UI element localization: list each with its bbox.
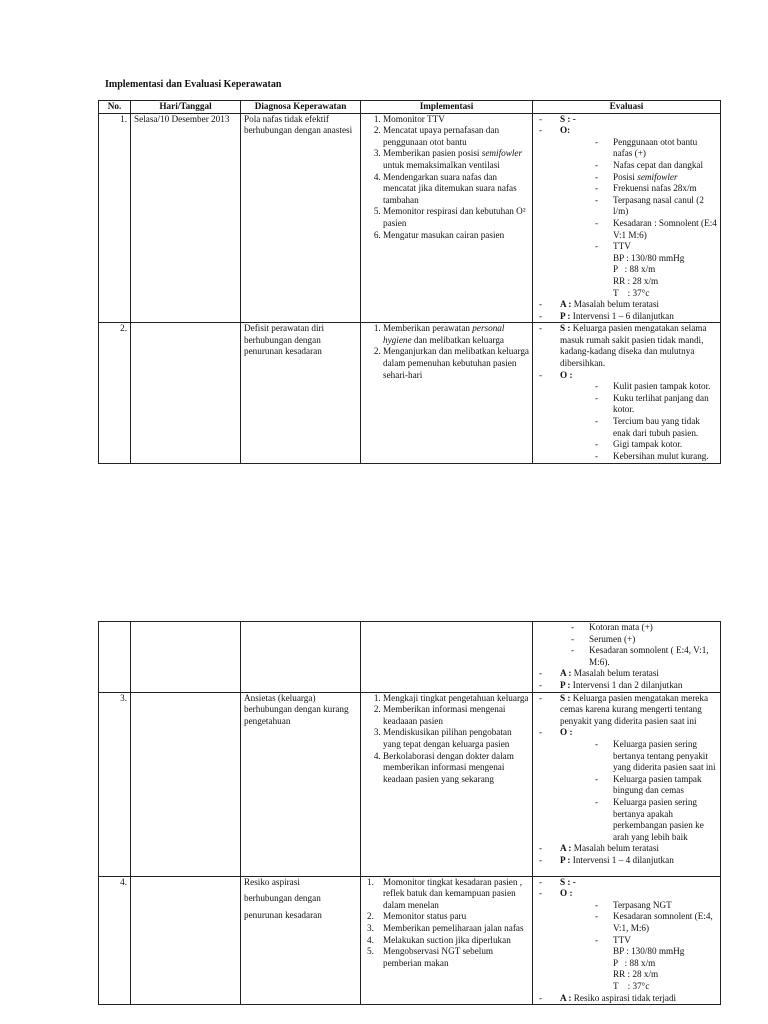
eval-objective: - O : - Keluarga pasien sering bertanya tentang penyakit yang diderita pasien saat ini - Keluarga pasien tampak bingung dan cemas - Keluarga pasien sering bertanya apakah perkembangan pasien ke arah yang lebih baik	[536, 727, 717, 843]
table-row	[99, 113, 721, 323]
impl-item: 1. Momonitor TTV	[383, 114, 529, 126]
col-header-date: Hari/Tanggal	[131, 101, 241, 114]
vital-temp: T : 37°c	[613, 980, 650, 991]
eval-o-item: - Nafas cepat dan dangkal	[592, 160, 717, 172]
impl-item: 2. Memonitor status paru	[367, 911, 467, 922]
eval-objective: - O: - Penggunaan otot bantu nafas (+) - Nafas cepat dan dangkal - Posisi semifowler - Frekuensi nafas 28x/m - Terpasang nasal canul (2 l/m) - Kesadaran : Somnolent (E:4 V:1 M:6) - TTV BP : 130/80 mmHg P : 88 x/m RR : 28 x/m T : 37°c	[536, 125, 717, 299]
eval-o-item: - TTV	[592, 241, 717, 253]
vital-bp: BP : 130/80 mmHg	[613, 252, 685, 263]
eval-o-item: - Keluarga pasien sering bertanya tentang penyakit yang diderita pasien saat ini	[592, 739, 717, 774]
row-implementation	[361, 876, 533, 1005]
impl-item: 6. Mengatur masukan cairan pasien	[383, 230, 529, 242]
impl-item: 2. Mencatat upaya pernafasan dan penggunaan otot bantu	[383, 125, 529, 148]
eval-o-item: - Kesadaran somnolent (E:4, V:1, M:6)	[592, 911, 717, 934]
vital-rr: RR : 28 x/m	[613, 969, 659, 980]
col-header-implementation: Implementasi	[361, 101, 533, 114]
eval-o-item: - Terpasang nasal canul (2 l/m)	[592, 195, 717, 218]
vital-rr: RR : 28 x/m	[613, 275, 659, 286]
eval-o-item: - Penggunaan otot bantu nafas (+)	[592, 137, 717, 160]
impl-item: 5. Mengobservasi NGT sebelum pemberian makan	[367, 946, 494, 968]
eval-o-item: - Kotoran mata (+)	[568, 622, 717, 634]
row-evaluation	[533, 622, 721, 693]
eval-o-item: - Posisi semifowler	[592, 172, 717, 184]
row-evaluation	[533, 876, 721, 1005]
vital-bp: BP : 130/80 mmHg	[613, 946, 685, 957]
col-header-diagnosis: Diagnosa Keperawatan	[241, 101, 361, 114]
eval-o-item: - Tercium bau yang tidak enak dari tubuh pasien.	[592, 416, 717, 439]
impl-item: 3. Memberikan pemeliharaan jalan nafas	[367, 922, 524, 933]
eval-assessment: - A : Masalah belum teratasi	[536, 843, 717, 855]
impl-item: 3. Mendiskusikan pilihan pengobatan yang tepat dengan keluarga pasien	[383, 727, 529, 750]
eval-o-item: - Kebersihan mulut kurang.	[592, 451, 717, 463]
eval-assessment: - A : Resiko aspirasi tidak terjadi	[536, 993, 717, 1005]
row-number: 1.	[99, 113, 131, 323]
table-row	[99, 692, 721, 876]
eval-o-item: - Frekuensi nafas 28x/m	[592, 183, 717, 195]
eval-o-item: - TTV	[592, 935, 717, 947]
vital-pulse: P : 88 x/m	[613, 957, 656, 968]
eval-assessment: - A : Masalah belum teratasi	[536, 299, 717, 311]
impl-item: 4. Mendengarkan suara nafas dan mencatat jika ditemukan suara nafas tambahan	[383, 172, 529, 207]
eval-objective: - O : - Terpasang NGT - Kesadaran somnolent (E:4, V:1, M:6) - TTV BP : 130/80 mmHg P : 88 x/m RR : 28 x/m T : 37°c	[536, 888, 717, 992]
impl-item: 4. Berkolaborasi dengan dokter dalam memberikan informasi mengenai keadaan pasien yang sekarang	[383, 751, 529, 786]
evaluation-table-page1	[98, 100, 721, 464]
vital-temp: T : 37°c	[613, 287, 650, 298]
eval-o-item: - Keluarga pasien sering bertanya apakah perkembangan pasien ke arah yang lebih baik	[592, 797, 717, 843]
eval-o-item: - Gigi tampak kotor.	[592, 439, 717, 451]
row-date: Selasa/10 Desember 2013	[131, 113, 241, 323]
eval-o-item: - Kesadaran somnolent ( E:4, V:1, M:6).	[568, 645, 717, 668]
vital-pulse: P : 88 x/m	[613, 264, 656, 275]
col-header-evaluation: Evaluasi	[533, 101, 721, 114]
eval-o-item: - Kulit pasien tampak kotor.	[592, 381, 717, 393]
row-diagnosis: Pola nafas tidak efektif berhubungan dengan anastesi	[241, 113, 361, 323]
row-evaluation	[533, 692, 721, 876]
row-diagnosis: Ansietas (keluarga) berhubungan dengan kurang pengetahuan	[241, 692, 361, 876]
row-number: 3.	[99, 692, 131, 876]
row-evaluation	[533, 113, 721, 323]
impl-item: 5. Memonitor respirasi dan kebutuhan O² pasien	[383, 206, 529, 229]
impl-item: 2. Memberikan informasi mengenai keadaaan pasien	[383, 704, 529, 727]
row-implementation	[361, 113, 533, 323]
row-diagnosis: Resiko aspirasi berhubungan dengan penurunan kesadaran	[241, 876, 361, 1005]
row-number: 4.	[99, 876, 131, 1005]
evaluation-table-page2	[98, 621, 721, 1005]
impl-item: 2. Menganjurkan dan melibatkan keluarga dalam pemenuhan kebutuhan pasien sehari-hari	[383, 346, 529, 381]
impl-item: 1. Mengkaji tingkat pengetahuan keluarga	[383, 693, 529, 705]
table-header-row	[99, 101, 721, 114]
row-evaluation	[533, 323, 721, 464]
row-date	[131, 323, 241, 464]
eval-o-item: - Serumen (+)	[568, 634, 717, 646]
eval-plan: - P : Intervensi 1 – 6 dilanjutkan	[536, 311, 717, 323]
table-row-continued	[99, 622, 721, 693]
eval-plan: - P : Intervensi 1 dan 2 dilanjutkan	[536, 680, 717, 692]
row-number: 2.	[99, 323, 131, 464]
impl-item: 4. Melakukan suction jika diperlukan	[367, 934, 511, 945]
eval-o-item: - Kuku terlihat panjang dan kotor.	[592, 393, 717, 416]
eval-subjective: - S : -	[536, 114, 717, 126]
impl-item: 1. Memberikan perawatan personal hygiene dan melibatkan keluarga	[383, 323, 529, 346]
eval-o-item: - Keluarga pasien tampak bingung dan cemas	[592, 774, 717, 797]
eval-objective: - O : - Kulit pasien tampak kotor. - Kuku terlihat panjang dan kotor. - Tercium bau yang tidak enak dari tubuh pasien. - Gigi tampak kotor. - Kebersihan mulut kurang.	[536, 370, 717, 463]
table-row	[99, 323, 721, 464]
page-title: Implementasi dan Evaluasi Keperawatan	[105, 79, 282, 90]
eval-assessment: - A : Masalah belum teratasi	[536, 668, 717, 680]
row-diagnosis: Defisit perawatan diri berhubungan dengan penurunan kesadaran	[241, 323, 361, 464]
row-implementation	[361, 323, 533, 464]
eval-o-item: - Terpasang NGT	[592, 900, 717, 912]
row-implementation	[361, 692, 533, 876]
eval-plan: - P : Intervensi 1 – 4 dilanjutkan	[536, 855, 717, 867]
eval-subjective: - S : Keluarga pasien mengatakan mereka cemas karena kurang mengerti tentang penyakit yang diderita pasien saat ini	[536, 693, 717, 728]
impl-item: 1. Momonitor tingkat kesadaran pasien , reflek batuk dan kemampuan pasien dalam menelan	[367, 876, 523, 910]
col-header-no: No.	[99, 101, 131, 114]
eval-o-item: - Kesadaran : Somnolent (E:4 V:1 M:6)	[592, 218, 717, 241]
impl-item: 3. Memberikan pasien posisi semifowler untuk memaksimalkan ventilasi	[383, 148, 529, 171]
eval-subjective: - S : Keluarga pasien mengatakan selama masuk rumah sakit pasien tidak mandi, kadang-kadang diseka dan mulutnya dibersihkan.	[536, 323, 717, 369]
eval-subjective: - S : -	[536, 877, 717, 889]
table-row	[99, 876, 721, 1005]
